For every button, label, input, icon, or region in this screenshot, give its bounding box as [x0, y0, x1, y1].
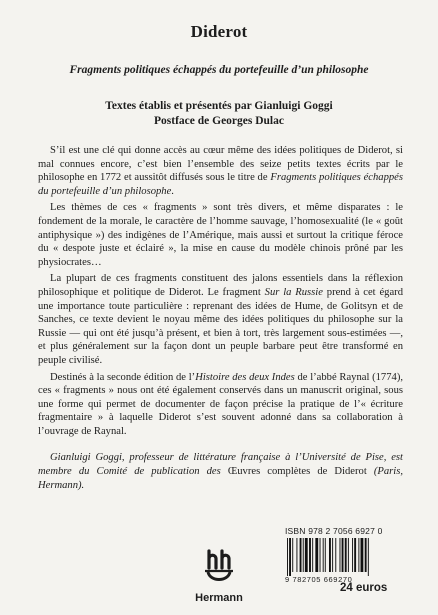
barcode-digits: 9 782705 669270: [285, 575, 353, 584]
paragraph-2: Les thèmes de ces « fragments » sont très divers, et même disparates : le fondement de la morale, le caractère de l’homme sauvage, l’homosexualité (le « goût antiphysique ») des indigènes de l’Amérique, mais aussi et surtout la critique féroce du « despote juste et éclairé », la mise en cause du modèle chinois prôné par les physiocrates…: [38, 202, 403, 268]
barcode-bar: [342, 538, 344, 572]
barcode-bar: [325, 538, 326, 572]
isbn-number: ISBN 978 2 7056 6927 0: [285, 526, 383, 536]
barcode-bar: [332, 538, 333, 572]
book-subtitle: Fragments politiques échappés du portefeuille d’un philosophe: [69, 64, 369, 76]
paragraph-1: [38, 144, 403, 198]
editor-credit: Textes établis et présentés par Gianluigi Goggi: [105, 100, 333, 112]
barcode-bar: [340, 538, 341, 572]
paragraph-3: [38, 272, 403, 367]
barcode-bar: [287, 538, 288, 576]
editor-bio-end: (Paris, Hermann).: [38, 466, 404, 491]
paragraph-3-title: Sur la Russie: [264, 286, 323, 298]
barcode-bar: [358, 538, 359, 572]
editor-bio-text: Gianluigi Goggi, professeur de littérature française à l’Université de Pise, est membre du Comité de publication des: [38, 452, 403, 478]
barcode-bar: [296, 538, 297, 572]
barcode-bar: [335, 538, 336, 572]
barcode-bar: [309, 538, 311, 572]
barcode-bar: [323, 538, 324, 572]
paragraph-4-title: Histoire des deux Indes: [195, 371, 295, 383]
barcode-bar: [305, 538, 308, 572]
paragraph-4: [38, 371, 403, 439]
barcode-bar: [320, 538, 321, 572]
paragraph-4-end: de l’abbé Raynal (1774), ces « fragments » nous ont été également conservés dans un manuscrit original, sous une forme qui permet de documenter de façon précise la pratique de l’« écriture fragmentaire » à laquelle Diderot s’est souvent adonné dans sa collaboration à l’ouvrage de Raynal.: [38, 371, 404, 437]
barcode-bar: [312, 538, 313, 572]
barcode-bar: [289, 538, 291, 576]
credits: [0, 99, 438, 129]
barcode-bar: [315, 538, 318, 572]
barcode-bar: [354, 538, 356, 572]
blurb-text: [38, 144, 403, 495]
author-name: Diderot: [190, 22, 248, 41]
postface-credit: Postface de Georges Dulac: [154, 115, 284, 127]
barcode-bar: [352, 538, 353, 572]
paragraph-3-text: La plupart de ces fragments constituent des jalons essentiels dans la réflexion philosophique et politique de Diderot. Le fragment: [38, 273, 403, 298]
paragraph-3-end: prend à cet égard une importance toute particulière : reprenant des idées de Hume, de Golitsyn et de Sanches, ce texte devient le noyau même des idées politiques du philosophe sur la Russie — qui ont été jusqu’à présent, et bien à tort, très largement sous-estimées —, et plus généralement sur la façon dont un peuple barbare peut être transformé en peuple civilisé.: [38, 286, 403, 366]
barcode-bar: [361, 538, 364, 572]
paragraph-1-text: S’il est une clé qui donne accès au cœur même des idées politiques de Diderot, si mal connues encore, c’est bien l’ensemble des seize petits textes écrits par le philosophe en 1772 et aussitôt diffusés sous le titre de: [38, 145, 403, 184]
barcode-bar: [345, 538, 347, 572]
editor-bio: [38, 451, 403, 492]
barcode-icon: [285, 538, 397, 576]
barcode-bar: [348, 538, 349, 572]
barcode-bar: [368, 538, 369, 576]
editor-bio-title: Œuvres complètes de Diderot: [227, 466, 367, 478]
paragraph-1-end: .: [171, 185, 174, 197]
paragraph-4-text: Destinés à la seconde édition de l’: [50, 371, 196, 383]
barcode-bar: [329, 538, 331, 572]
publisher-name: Hermann: [195, 592, 243, 604]
barcode-bar: [292, 538, 293, 572]
barcode-bar: [300, 538, 302, 572]
barcode-bar: [365, 538, 367, 572]
barcode-block: [285, 526, 403, 584]
barcode-bar: [303, 538, 304, 572]
hermann-monogram-icon: [202, 548, 236, 586]
price-label: 24 euros: [340, 582, 388, 594]
paragraph-1-title: Fragments politiques échappés du portefeuille d’un philosophe: [38, 172, 403, 197]
publisher-logo: [184, 548, 254, 604]
